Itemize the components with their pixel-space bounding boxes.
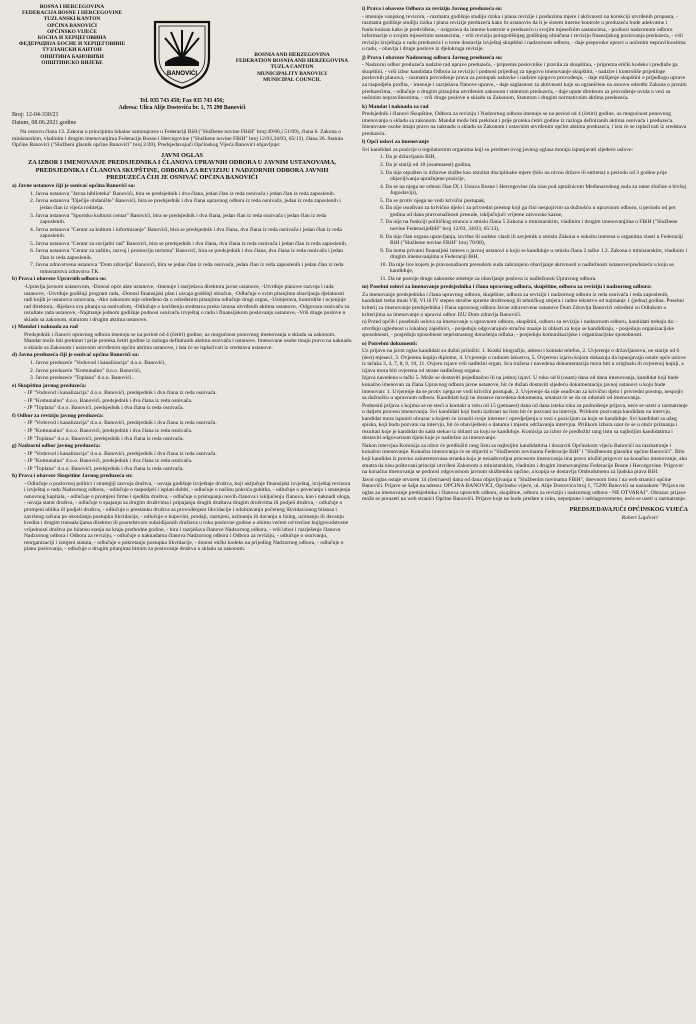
body-paragraph: - imenuje vanjskog revizora, - razmatra godišnje studiju rizika i plana revizije i preduzima mjere i aktivnosti na korekciji utvrđenih propusta, - razmatra godišnje studiju rizika i plana revizije preduzeća kako bi ustanovio da li je sistem interne kontrole u preduzeću bude adekvatne i funkcionisan kako je predviđeno, - osigurava da interne kontrole u preduzeću u svojim mjesečnim sastancima, - podnosi nadzornom odboru informacije o svojim mjesečnim sastancima, - vrši reviziju polugodišnjeg godišnjeg obračuna i reviziju finansijskog poslovanja preduzeća, - vrši reviziju izvještaja o radu preduzeća i o tome dostavlja izvještaj skupštini i nadzornom odboru, - daje preporuke upravi o uočenim nepravilnostima u radu, - obavlja i druge poslove iz djelokruga revizije. <box>362 13 686 53</box>
body-paragraph: 5. Javna ustanova "Centar za socijalni rad" Banovići, bira se predsjednik i dva člana, dva člana iz reda osnivača i jedan član iz reda zaposlenih. <box>30 240 348 247</box>
body-paragraph: - JP "Toplana" d.o.o. Banovići, predsjednik i dva člana iz reda osnivača. <box>24 465 184 472</box>
body-paragraph: 8. Da nije član organa upravljanja, izvršne ili sudske vlasti ili savjetnik u smislu Zakona o sukobu interesa u organima vlasti u Federaciji BiH ("Službene novine FBiH" broj 70/08), <box>380 233 683 247</box>
body-paragraph: 1. Da je državljanin BiH, <box>380 154 436 161</box>
announcement-title <box>12 152 352 182</box>
letterhead-line: БОСНА И ХЕРЦЕГОВИНА <box>37 35 107 42</box>
body-paragraph: 1. Javno preduzeće "Vodovod i kanalizacija" d.o.o. Banovići, <box>30 360 166 367</box>
letterhead-line: MUNICIPAL COUNCIL <box>263 76 321 83</box>
body-paragraph: Predsjednik i članovi upravnog odbora imenuju se na period od 4 (četiri) godine, uz mogućnost ponovnog imenovanja u skladu sa zakonom. Mandat može biti prekinut i prije proteka četiri godine iz razloga definiranih aktima osnivača i ustanove. Imenovane osobe imaju pravo na naknadu u skladu sa Zakonom i ustavnim utvrđenim općim aktima ustanove, i ista će se isplaćivati iz sredstava ustanove. <box>24 331 352 351</box>
letterhead-line: BOSNA I HERCEGOVINA <box>39 4 105 10</box>
body-paragraph: - JP "Toplana" d.o.o. Banovići, predsjednik i dva člana iz reda osnivača. <box>24 435 184 442</box>
body-paragraph: Za imenovanje predsjednika i člana upravnog odbora, skupštine, odbora za reviziju i nadzornog odbora iz reda osnivača i reda zaposlenih, kandidati treba imati VII, VI ili IV stepen stručne spreme društvenog ili tehničkog smjera i radno iskustvo od najmanje 1 (jedna) godina. Posebni kriterij za imenovanje predsjednika i člana upravnog odbora Javne zdravstvene ustanove Dom Zdravlja Banovići određeni su Odlukom o kriterijima za imenovanje u upravni odbor JZU Dom zdravlja Banovići. <box>362 291 684 318</box>
body-paragraph: 2. Javna ustanova "Dječije obdanište" Banovići, bira se predsjednik i dva člana upravnog odbora iz reda osnivača, jedan iz reda zaposlenih i jedan član iz vijeća roditelja. <box>30 198 341 211</box>
letterhead-left <box>12 4 132 66</box>
body-paragraph: f) Odbor za reviziju javnog preduzeća: <box>12 412 104 419</box>
body-paragraph: 2. Da je stariji od 18 (osamnaest) godina, <box>380 162 472 169</box>
letterhead-line: OPĆINA BANOVIĆI <box>47 22 97 29</box>
body-paragraph: 6. Javna ustanova "Centar za zaštitu, razvoj i promociju turizma" Banovići, bira se predsjednik i dva člana, dva člana iz reda osnivača i jedan član iz reda zaposlenih. <box>30 248 344 261</box>
letterhead-right <box>232 52 352 83</box>
body-paragraph: o) Potrebni dokumenti: <box>362 340 418 347</box>
signature-name: Robert Lapčević <box>621 515 658 522</box>
body-paragraph: 5. Da se protiv njega ne vodi krivični postupak, <box>380 197 486 204</box>
body-paragraph: 10. Da nije lice kojem je pravosnažnom presudom suda zabranjeno obavljanje aktivnosti u nadležnosti ustanove/preduzeća u koju se kandiduje, <box>380 261 674 275</box>
body-paragraph: 6. Da nije osuđivan za krivično djelo i za privredni prestup koji ga čini nespojivim sa dužnošću u upravnom odboru, u periodu od pet godina od dana pravosnažnosti presude, isključujući vrijeme zatvorske kazne, <box>380 205 676 218</box>
body-paragraph: - JP "Komunalno" d.o.o. Banovići, predsjednik i dva člana iz reda osnivača. <box>24 458 193 465</box>
body-paragraph: 9. Da nema privatni finansijski interes u javnoj ustanovi u koju se kandiduje u smislu člana 2 tačke 1.2. Zakona o ministarskim, vladinim i drugim imenovanjima u Federaciji BiH, <box>380 247 688 261</box>
body-paragraph: Podnesiti prijava s kojima se ne steći u kontakt u roku od 15 (petnaest) dana od dana isteka roka za podnošenje prijava, neće se uzeti u razmatranje u daljem procesu imenovanja. Svi kandidati koji budu izabrani na listu bit će pozvani na intervju. Prilikom pozivanja kandidata na intervju, kandidat mora ispuniti obrazac u kojem će izraziti svoje interese i opredjeljenja u vezi s pozicijom za koju se kandiduje. Svi kandidati sa užeg spiska, koji budu pozvani na intervju, bit će obaviješteni o datumu i mjestu održavanja intervjua. Prilikom izbora uzet će se u obzir priznanja i rezultati koje je kandidat do sada stekao iz oblasti za koju se kandiduje. Komisija za izbor će predložiti rang listu sa najboljim kandidatima i dostaviti odgovornom tijelu koje je nadležno za imenovanje. <box>362 402 688 442</box>
title-line: PREDUZEĆA ČIJI JE OSNIVAČ OPĆINA BANOVIĆI <box>106 173 258 181</box>
contact-phone: Tel. 035 743 458; Fax 035 743 456; <box>139 98 225 104</box>
letterhead-line: ОПШТИНА БАНОВИЋИ <box>40 53 104 60</box>
body-paragraph: e) Skupština javnog preduzeća: <box>12 382 87 389</box>
body-paragraph: 2. Javno preduzeće "Komunalno" d.o.o. Banovići, <box>30 367 142 374</box>
body-paragraph: 7. Da nije na funkciji političkog stranca u smislu člana 5 Zakona o ministarskim, vladinim i drugim imenovanjima u FBiH ("Službene novine FederacijeBiH" broj 12/03, 34/03, 65/13), <box>380 219 678 232</box>
body-paragraph: 4. Da se na njega ne odnosi član IX.1 Ustava Bosne i Hercegovine (da nisu pod optužnicom Međunarodnog suda za ratne zločine u bivšoj Jugoslaviji), <box>380 183 687 197</box>
intro-paragraph: Na osnovu člana 13. Zakona o principima lokalne samouprave u Federaciji BiH ("Službene novine FBiH" broj:49/06,i 51/09), člana 6. Zakona o ministarskim, vladinim i drugim imenovanjima Federacije Bosne i Hercegovine ("Službene novine FBiH" broj 12/03,34/03, 65/13), člana 26. Statuta Općine Banovići ("Službeni glasnik općine Banovići" broj 2/20), Predsjedavajući Općinskog Vijeća Banovići objavljuje: <box>12 129 343 149</box>
body-paragraph: m) Posebni uslovi za imenovanje predsjednika i člana upravnog odbora, skupštine, odbora za reviziju i nadzornog odbora: <box>362 284 652 291</box>
body-paragraph: -Upravlja javnom ustanovom, -Donosi opće akte ustanove, -Imenuje i razrješava direktora javne ustanove, -Utvrđuje planove razvoja i rada ustanove, -Utvrđuje godišnji program rada, -Donosi finansijski plan i usvaja godišnji obračun, -Odlučuje o svim pitanjima obavljanja djelatnosti radi kojih je ustanova osnovana, -Ako zakonom nije određeno da o određenim pitanjima odlučuje drugi organ, -Usmjerava, kontroliše i ocjenjuje rad direktora, -Rješava sva pitanja sa osnivačem, -Odlučuje o korištenju sredstava preko iznosa utvrđenih aktima ustanove, -Odgovara osnivaču za rezultate rada ustanove, -Najmanje jednom godišnje podnosi osnivaču izvještaj o radu i finansijskom poslovanju ustanove, -Vrši druge poslove u skladu sa zakonom, statutom i drugim aktima ustanove. <box>24 284 350 323</box>
body-paragraph: - JP "Vodovod i kanalizacija" d.o.o. Banovići, predsjednik i dva člana iz reda osnivača. <box>24 450 217 457</box>
letterhead-line: ТУЗЛАНСКИ КАНТОН <box>42 47 102 54</box>
body-paragraph: i) Prava i obaveze Odbora za reviziju Javnog preduzeća su: <box>362 6 503 12</box>
body-paragraph: 4. Javna ustanova "Centar za kulturu i informisanje" Banovići, bira se predsjednik i dva člana, dva člana iz reda osnivača i jedan član iz reda zaposlenih. <box>30 226 342 240</box>
body-paragraph: 3. Javno preduzeće "Toplana" d.o.o. Banovići. <box>30 375 133 382</box>
body-paragraph: - JP "Komunalno" d.o.o. Banovići, predsjednik i dva člana iz reda osnivača. <box>24 427 193 434</box>
body-paragraph: 11. Da ne postoje druge zakonske smetnje za obavljanje poslova iz nadležnosti Upravnog odbora. <box>380 275 597 282</box>
body-paragraph: Predsjednik i članovi Skupštine, Odbora za reviziju i Nadzornog odbora imenuju se na period od 4 (četiri) godine, uz mogućnost ponovnog imenovanja u skladu sa zakonom. Mandat može biti prekinut i prije proteka četiri godine iz razloga definiranih aktima osnivača i preduzeća. Imenovane osobe imaju pravo na naknadu u skladu sa Zakonom i ustavnim utvrđenim općim aktima preduzeća, i ista će se isplaćivati iz sredstava preduzeća. <box>362 111 687 137</box>
letterhead-line: FEDERACIJA BOSNE I HERCEGOVINE <box>22 10 122 17</box>
letterhead-line: FEDERATION BOSNIA AND HERZEGOVINA <box>235 58 349 65</box>
body-paragraph: n) Pored općih i posebnih uslova za imenovanje u upravnom odboru, skupštini, odboru za reviziju i nadzornom odboru, kandidati trebaju da: - utvrđuju uglednost u lokalnoj zajednici, - posjeduju odgovarajuće stručno znanje iz oblasti za koju se kandidiraju, - posjeduju organizacijske sposobnosti, - posjeduju sposobnost nepristrasnog donošenja odluka, - posjeduju komunikacijske i organizacijske sposobnosti. <box>362 319 678 339</box>
letterhead-line: ОПШТИНСКО ВИЈЕЋЕ <box>41 59 103 66</box>
document-date: Datum, 08.06.2021.godine <box>12 120 77 127</box>
body-paragraph: Izjava navedena u tački 5. Može se dostaviti pojedinačno ili na jednoj izjavi. U roku od 8 (osam) dana od dana imenovanja, kandidat koji bude konačno imenovan za člana Upravnog odbora javne ustanove, bit će dužan dostaviti sljedeću dokumentaciju javnoj ustanovi u koju bude imenovan: 1. Uvjerenje da se protiv njega ne vodi krivični postupak, 2. Uvjerenje da nije osuđivan za krivično djelo i privredni prestup, nespojiv sa dužnošću u upravnom odboru. Kandidati koji ne dostave navedena dokumenta, smatrat će se da su odustali od imenovanja. <box>362 375 684 402</box>
letterhead-line: BOSNIA AND HERZEGOVINA <box>254 52 330 58</box>
body-paragraph: l) Opći uslovi za imenovanje <box>362 139 429 146</box>
body-paragraph: - Nadzorni odbor preduzeća nadzire rad uprave preduzeća, - priprema poslovnike i pravila za skupštinu, - priprema etički kodeks i predlaže ga skupštini, - vrši izbor kandidata Odbora za reviziju i podnosi prijedlog za njegovo imenovanje skupštini, - nadzire i kontroliše prijedloge poslovnih planova, - razmatra provođenje prava za postupak nabavke i nadzire njegovo provođenje, - daje mišljenje skupštini o prijedlogu uprave za raspodjelu profita, - imenuje i razrješava članove uprave, - daje saglasnost za aktivnosti koje su ograničene na osnovu odredbi Zakona o javnim preduzećima, - odlučuje o drugim pitanjima utvrđenim zakonom i statutom preduzeća, - daje upute direktoru za provođenje uvida u vezi sa uočenim nepravilnostima, - vrši druge poslove u skladu sa Zakonom, Statutom i drugim normativnim aktima preduzeća. <box>362 62 687 102</box>
right-body <box>362 6 688 503</box>
title-line: PREDSJEDNIKA I ČLANOVA SKUPŠTINE, ODBORA ZA REVIZIJU I NADZORNIH ODBORA JAVNIH <box>35 166 329 174</box>
body-paragraph: Nakon intervjua Komisija za izbor će predložiti rang listu sa najboljim kandidatima i dostaviti Općinskom vijeću Banovići na razmatranje i konačno imenovanje. Konačna imenovanja će se objaviti u "Službenim novinama Federacije BiH" i "Službenom glasniku općine Banovići". Bilo koji kandidat iz pravno zainteresovana stranka koja je nezadovoljna procesom imenovanja ima pravo uložiti prigovor na konačno imenovanje, ako smatra da nisu poštovani principi utvrđeni Zakonom o ministarskim, vladinim i drugim imenovanjima Federacije Bosne i Hercegovine. Prigovor na konačna imenovanja se podnosi odgovornom javnom službeniku općine, a kopija se dostavlja Ombudsmenu za ljudska prava BiH. <box>362 442 688 476</box>
letterhead <box>12 4 352 112</box>
body-paragraph: Javni oglas ostaje otvoren 14 (četrnaest) dana od dana objavljivanja u "Službenim novinama FBiH", dnevnom listu i na web stranici općine Banovići. Prijave se šalju na adresu: OPĆINA BANOVIĆI, Općinsko vijeće, ul. Alije Dostovića broj 1, 75290 Banovići sa naznakom "Prijava na oglas za imenovanje predsjednika i članova upravnih odbora, skupštine, odbora za reviziju i nadzornog odbora - NE OTVARAJ". Obrazac prijave može se preuzeti na web stranici Općine Banovići. Prijave koje ne budu predate u roku, nepotpune i neblagovremene, neće se uzeti u razmatranje. <box>362 476 687 503</box>
body-paragraph: - JP "Toplana" d.o.o. Banovići, predsjednik i dva člana iz reda osnivača. <box>24 405 184 412</box>
contact-info <box>12 98 352 111</box>
letterhead-line: TUZLA CANTON <box>270 64 314 71</box>
letterhead-line: OPĆINSKO VIJEĆE <box>47 28 97 35</box>
right-column <box>362 4 688 522</box>
body-paragraph: h) Prava i obaveze Skupštine Javnog preduzeća su: <box>12 473 133 480</box>
body-paragraph: c) Mandat i naknada za rad <box>12 324 78 331</box>
body-paragraph: 1. Javna ustanova "Javna biblioteka" Banovići, bira se predsjednik i dva člana, jedan član iz reda osnivača i jedan član iz reda zaposlenih. <box>30 190 336 197</box>
title-line: ZA IZBOR I IMENOVANJE PREDSJEDNIKA I ČLANOVA UPRAVNIH ODBORA U JAVNIM USTANOVAMA, <box>28 159 336 167</box>
letterhead-line: ФЕДЕРАЦИЈА БОСНЕ И ХЕРЦЕГОВИНЕ <box>18 41 126 48</box>
document-meta <box>12 111 352 127</box>
left-column <box>12 4 352 554</box>
body-paragraph: d) Javna preduzeća čiji je osnivač općina Banovići su: <box>12 352 140 359</box>
body-paragraph: 3. Javna ustanova "Sportsko kulturni centar" Banovići, bira se predsjednik i dva člana, jedan član iz reda osnivača i jedan član iz reda zaposlenih. <box>30 212 327 226</box>
title-line: JAVNI OGLAS <box>160 151 204 159</box>
body-paragraph: - JP "Vodovod i kanalizacija" d.o.o. Banovići, predsjednik i dva člana iz reda osnivača. <box>24 390 217 397</box>
body-paragraph: j) Prava i obaveze Nadzornog odbora Javnog preduzeća su: <box>362 54 503 61</box>
body-paragraph: - JP "Komunalno" d.o.o. Banovići, predsjednik i dva člana iz reda osnivača. <box>24 397 193 404</box>
body-paragraph: g) Nadzorni odbor javnog preduzeća: <box>12 443 101 450</box>
body-paragraph: b) Prava i obaveze Upravnih odbora su: <box>12 276 107 283</box>
body-paragraph: Uz prijavu na javni oglas kandidati su dužni priložiti: 1. Kratki biografiju, adresu i kontakt telefon, 2. Uvjerenje o državljanstvu, ne starije od 6 (šest) mjeseci, 3. Ovjerenu kopiju diplome, 4. Uvjerenje o radnom iskustvu, 5. Ovjerenu izjavu kojom dokazuju da ispunjavaju ostale opće uslove iz tačaka 3, 4, 7, 8, 9, 10, 11. Ovjeru izjave vrši nadležni organ. Sva tražena i navedena dokumentacija mora biti u originalu ili ovjerenoj kopiji, a izjava mora biti ovjerena od strane nadležnog organa. <box>362 348 686 374</box>
body-paragraph: k) Mandat i naknada za rad <box>362 103 429 110</box>
letterhead-line: MUNICIPALITY BANOVICI <box>257 70 327 77</box>
crest-label: BANOVIĆI <box>166 70 198 77</box>
body-paragraph: 3. Da nije otpušten iz državne službe kao rezultat disciplinske mjere (bilo na nivou države ili entiteta) u periodu od 3 godine prije objavljivanja upražnjene pozicije, <box>380 169 667 183</box>
document-number: Broj: 12-04-330/21 <box>12 112 59 119</box>
body-paragraph: a) Javne ustanove čiji je osnivač općina Banovići su: <box>12 183 136 190</box>
left-body <box>12 183 352 552</box>
body-paragraph: - JP "Vodovod i kanalizacija" d.o.o. Banovići, predsjednik i dva člana iz reda osnivača. <box>24 420 217 427</box>
municipality-crest-icon <box>149 18 215 90</box>
contact-address: Adresa: Ulica Alije Dostovića br. 1, 75 290 Banovići <box>118 104 246 111</box>
body-paragraph: 7. Javna zdravstvena ustanova "Dom zdravlja" Banovići, bira se jedan član iz reda osnivača, jedan član iz reda zaposlenih i jedan član iz reda ministarstva zdravstva TK. <box>30 262 344 275</box>
signature-title: PREDSJEDAVAJUĆI OPĆINSKOG VIJEĆA <box>569 506 688 513</box>
body-paragraph: - Odlučuje o poslovnoj politici i strategiji razvoja društva, - usvaja godišnje izvještaje društva, koji uključuje finansijski izvještaj, izvještaj revizora i izvještaj o radu Nadzornog odbora, - odlučuje o raspodjeli i isplati dobiti, - odlučuje o načinu pokrića gubitka, - odlučuje o povećanju i smanjenju osnovnog kapitala, - odlučuje o promjeni firme i sjedišta društva, - odlučuje o pristupanju novih članova i isključenju članova, kao i naknadi uloga, - usvaja statut društva, - odlučuje o spajanju sa drugim društvima i pripajanju drugih društava drugim društvima ili podjeli društva, - odlučuje o promjeni oblika ili podjeli društva, - odlučuje o prestanku društva sa provođenjem likvidacije i odobravanju početnog likvidacionog bilansa i završnog računa po okončanju postupka likvidacije, - odlučuje o kupovini, prodaji, razmjeni, uzimanju ili davanju u lizing, uzimanju ili davanju kredita i drugim transakcijama direktno ili posredstvom subsidijarnih društava u toku poslovne godine u obimu većem od trećine knjigovodstvene vrijednosti društva po bilansu stanja na kraju prethodne godine, - bira i razrješava članove Nadzornog odbora, - vrši izbor i razrješenje članova Nadzornog odbora i Odbora za reviziju, - odlučuje o naknadama članova Nadzornog odbora i Odbora za reviziju, - odlučuje o osnivanju, reorganizaciji i izmjeni statuta, - odlučuje o pokretanju postupka likvidacije, - donosi etički kodeks na prijedlog Nadzornog odbora, - odlučuje o planu poslovanja, - odlučuje o drugim pitanjima bitnim za poslovanje društva u skladu sa zakonom. <box>24 480 351 553</box>
body-paragraph: Svi kandidati za pozicije u regulatornim organima koji su predmet ovog javnog oglasa moraju ispunjavati sljedeće uslove: <box>362 146 634 153</box>
letterhead-line: TUZLANSKI KANTON <box>43 16 101 23</box>
